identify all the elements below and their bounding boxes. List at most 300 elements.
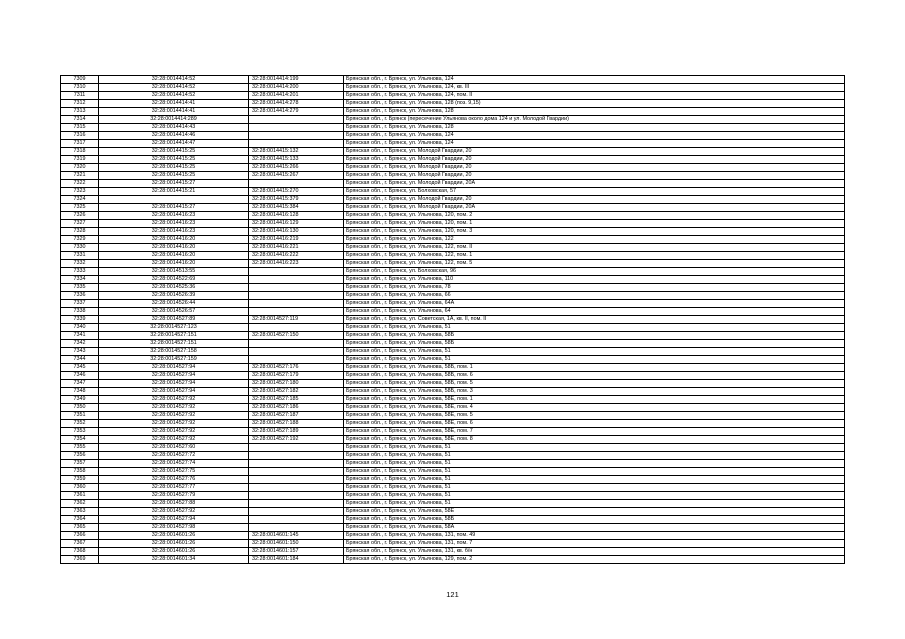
- row-number-cell: 7357: [61, 460, 99, 468]
- table-row: [61, 228, 845, 236]
- object-number-cell: [249, 180, 344, 188]
- table-row: [61, 556, 845, 564]
- table-row: [61, 388, 845, 396]
- object-number-cell: [249, 292, 344, 300]
- address-cell: Брянская обл., г. Брянск, ул. Ульянова, 129, пом. 2: [344, 556, 845, 564]
- table-row: [61, 164, 845, 172]
- row-number-cell: 7351: [61, 412, 99, 420]
- row-number-cell: 7338: [61, 308, 99, 316]
- object-number-cell: 32:28:0014416:129: [249, 220, 344, 228]
- table-row: [61, 420, 845, 428]
- land-parcel-cell: 32:28:0014416:23: [99, 220, 249, 228]
- row-number-cell: 7331: [61, 252, 99, 260]
- row-number-cell: 7325: [61, 204, 99, 212]
- table-row: [61, 492, 845, 500]
- address-cell: Брянская обл., г. Брянск, ул. Ульянова, 51: [344, 468, 845, 476]
- land-parcel-cell: 32:28:0014601:34: [99, 556, 249, 564]
- table-row: [61, 180, 845, 188]
- land-parcel-cell: 32:28:0014527:92: [99, 428, 249, 436]
- row-number-cell: 7361: [61, 492, 99, 500]
- address-cell: Брянская обл., г. Брянск, ул. Молодой Гвардии, 20: [344, 148, 845, 156]
- table-row: [61, 436, 845, 444]
- address-cell: Брянская обл., г. Брянск, ул. Молодой Гвардии, 20А: [344, 204, 845, 212]
- row-number-cell: 7343: [61, 348, 99, 356]
- table-row: [61, 92, 845, 100]
- address-cell: Брянская обл., г. Брянск, ул. Ульянова, 51: [344, 484, 845, 492]
- object-number-cell: 32:28:0014527:189: [249, 428, 344, 436]
- object-number-cell: 32:28:0014415:133: [249, 156, 344, 164]
- address-cell: Брянская обл., г. Брянск, ул. Ульянова, 122, пом. 1: [344, 252, 845, 260]
- address-cell: Брянская обл., г. Брянск, ул. Молодой Гвардии, 20: [344, 196, 845, 204]
- row-number-cell: 7321: [61, 172, 99, 180]
- row-number-cell: 7312: [61, 100, 99, 108]
- table-row: [61, 188, 845, 196]
- land-parcel-cell: 32:28:0014526:44: [99, 300, 249, 308]
- table-row: [61, 540, 845, 548]
- land-parcel-cell: 32:28:0014527:151: [99, 340, 249, 348]
- address-cell: Брянская обл., г. Брянск, ул. Ульянова, 131, пом. 49: [344, 532, 845, 540]
- object-number-cell: [249, 132, 344, 140]
- object-number-cell: 32:28:0014527:188: [249, 420, 344, 428]
- object-number-cell: [249, 340, 344, 348]
- object-number-cell: 32:28:0014414:279: [249, 108, 344, 116]
- land-parcel-cell: 32:28:0014414:52: [99, 76, 249, 84]
- address-cell: Брянская обл., г. Брянск, ул. Ульянова, 58Б, пом. 1: [344, 364, 845, 372]
- object-number-cell: [249, 348, 344, 356]
- object-number-cell: [249, 284, 344, 292]
- row-number-cell: 7330: [61, 244, 99, 252]
- land-parcel-cell: 32:28:0014414:46: [99, 132, 249, 140]
- object-number-cell: 32:28:0014416:219: [249, 236, 344, 244]
- table-row: [61, 316, 845, 324]
- object-number-cell: [249, 268, 344, 276]
- table-row: [61, 76, 845, 84]
- table-row: [61, 196, 845, 204]
- land-parcel-cell: 32:28:0014415:25: [99, 156, 249, 164]
- object-number-cell: 32:28:0014414:199: [249, 76, 344, 84]
- land-parcel-cell: 32:28:0014527:92: [99, 404, 249, 412]
- object-number-cell: 32:28:0014416:223: [249, 260, 344, 268]
- row-number-cell: 7329: [61, 236, 99, 244]
- row-number-cell: 7333: [61, 268, 99, 276]
- table-row: [61, 300, 845, 308]
- row-number-cell: 7355: [61, 444, 99, 452]
- land-parcel-cell: 32:28:0014527:89: [99, 316, 249, 324]
- row-number-cell: 7315: [61, 124, 99, 132]
- address-cell: Брянская обл., г. Брянск, ул. Молодой Гвардии, 20А: [344, 180, 845, 188]
- land-parcel-cell: 32:28:0014522:69: [99, 276, 249, 284]
- object-number-cell: [249, 516, 344, 524]
- address-cell: Брянская обл., г. Брянск, ул. Ульянова, 120, пом. 3: [344, 228, 845, 236]
- land-parcel-cell: 32:28:0014416:23: [99, 212, 249, 220]
- address-cell: Брянская обл., г. Брянск, ул. Советская, 1А, кв. II, пом. II: [344, 316, 845, 324]
- land-parcel-cell: 32:28:0014415:27: [99, 204, 249, 212]
- object-number-cell: 32:28:0014527:150: [249, 332, 344, 340]
- row-number-cell: 7328: [61, 228, 99, 236]
- address-cell: Брянская обл., г. Брянск, ул. Ульянова, 51: [344, 324, 845, 332]
- object-number-cell: 32:28:0014601:184: [249, 556, 344, 564]
- land-parcel-cell: 32:28:0014527:88: [99, 500, 249, 508]
- object-number-cell: 32:28:0014414:200: [249, 84, 344, 92]
- land-parcel-cell: 32:28:0014414:43: [99, 124, 249, 132]
- row-number-cell: 7327: [61, 220, 99, 228]
- table-row: [61, 220, 845, 228]
- row-number-cell: 7350: [61, 404, 99, 412]
- row-number-cell: 7363: [61, 508, 99, 516]
- address-cell: Брянская обл., г. Брянск, ул. Ульянова, 58Е, пом. 6: [344, 420, 845, 428]
- object-number-cell: 32:28:0014415:132: [249, 148, 344, 156]
- row-number-cell: 7341: [61, 332, 99, 340]
- land-parcel-cell: 32:28:0014527:94: [99, 388, 249, 396]
- object-number-cell: [249, 500, 344, 508]
- address-cell: Брянская обл., г. Брянск, ул. Ульянова, 120, пом. 1: [344, 220, 845, 228]
- land-parcel-cell: 32:28:0014527:94: [99, 372, 249, 380]
- land-parcel-cell: [99, 196, 249, 204]
- table-row: [61, 500, 845, 508]
- table-row: [61, 268, 845, 276]
- row-number-cell: 7356: [61, 452, 99, 460]
- object-number-cell: [249, 276, 344, 284]
- address-cell: Брянская обл., г. Брянск, ул. Ульянова, 51: [344, 476, 845, 484]
- land-parcel-cell: 32:28:0014513:55: [99, 268, 249, 276]
- address-cell: Брянская обл., г. Брянск, ул. Ульянова, 128 (поз. 9,15): [344, 100, 845, 108]
- land-parcel-cell: 32:28:0014414:41: [99, 100, 249, 108]
- land-parcel-cell: 32:28:0014527:92: [99, 412, 249, 420]
- object-number-cell: [249, 356, 344, 364]
- table-row: [61, 260, 845, 268]
- address-cell: Брянская обл., г. Брянск, ул. Молодой Гвардии, 20: [344, 156, 845, 164]
- land-parcel-cell: 32:28:0014527:75: [99, 468, 249, 476]
- row-number-cell: 7346: [61, 372, 99, 380]
- row-number-cell: 7360: [61, 484, 99, 492]
- land-parcel-cell: 32:28:0014601:26: [99, 540, 249, 548]
- table-body: [61, 76, 845, 564]
- table-row: [61, 148, 845, 156]
- object-number-cell: [249, 308, 344, 316]
- table-row: [61, 484, 845, 492]
- land-parcel-cell: 32:28:0014525:36: [99, 284, 249, 292]
- row-number-cell: 7365: [61, 524, 99, 532]
- table-row: [61, 132, 845, 140]
- land-parcel-cell: 32:28:0014527:79: [99, 492, 249, 500]
- object-number-cell: [249, 140, 344, 148]
- address-cell: Брянская обл., г. Брянск, ул. Болховская, 96: [344, 268, 845, 276]
- object-number-cell: [249, 460, 344, 468]
- address-cell: Брянская обл., г. Брянск, ул. Ульянова, 58Е, пом. 4: [344, 404, 845, 412]
- table-row: [61, 412, 845, 420]
- document-page: [60, 75, 845, 564]
- object-number-cell: [249, 324, 344, 332]
- row-number-cell: 7316: [61, 132, 99, 140]
- row-number-cell: 7339: [61, 316, 99, 324]
- row-number-cell: 7344: [61, 356, 99, 364]
- object-number-cell: 32:28:0014601:157: [249, 548, 344, 556]
- land-parcel-cell: 32:28:0014416:20: [99, 244, 249, 252]
- land-parcel-cell: 32:28:0014414:47: [99, 140, 249, 148]
- object-number-cell: 32:28:0014527:186: [249, 404, 344, 412]
- address-cell: Брянская обл., г. Брянск, ул. Ульянова, 122, пом. II: [344, 244, 845, 252]
- page-number: 121: [446, 590, 459, 599]
- table-row: [61, 324, 845, 332]
- row-number-cell: 7368: [61, 548, 99, 556]
- row-number-cell: 7353: [61, 428, 99, 436]
- object-number-cell: 32:28:0014414:201: [249, 92, 344, 100]
- table-row: [61, 452, 845, 460]
- land-parcel-cell: 32:28:0014527:76: [99, 476, 249, 484]
- land-parcel-cell: 32:28:0014527:92: [99, 436, 249, 444]
- table-row: [61, 364, 845, 372]
- table-row: [61, 348, 845, 356]
- address-cell: Брянская обл., г. Брянск, ул. Ульянова, 58Б: [344, 332, 845, 340]
- object-number-cell: [249, 484, 344, 492]
- land-parcel-cell: 32:28:0014527:72: [99, 452, 249, 460]
- object-number-cell: [249, 524, 344, 532]
- row-number-cell: 7348: [61, 388, 99, 396]
- address-cell: Брянская обл., г. Брянск, ул. Ульянова, 128: [344, 108, 845, 116]
- address-cell: Брянская обл., г. Брянск, ул. Ульянова, 122, пом. 5: [344, 260, 845, 268]
- object-number-cell: [249, 124, 344, 132]
- address-cell: Брянская обл., г. Брянск, ул. Ульянова, 124: [344, 132, 845, 140]
- address-cell: Брянская обл., г. Брянск, ул. Ульянова, 51: [344, 500, 845, 508]
- object-number-cell: 32:28:0014527:179: [249, 372, 344, 380]
- land-parcel-cell: 32:28:0014527:98: [99, 524, 249, 532]
- row-number-cell: 7366: [61, 532, 99, 540]
- land-parcel-cell: 32:28:0014414:41: [99, 108, 249, 116]
- address-cell: Брянская обл., г. Брянск, ул. Молодой Гвардии, 20: [344, 172, 845, 180]
- land-parcel-cell: 32:28:0014415:25: [99, 164, 249, 172]
- row-number-cell: 7310: [61, 84, 99, 92]
- table-row: [61, 108, 845, 116]
- row-number-cell: 7369: [61, 556, 99, 564]
- land-parcel-cell: 32:28:0014527:94: [99, 380, 249, 388]
- table-row: [61, 84, 845, 92]
- table-row: [61, 100, 845, 108]
- address-cell: Брянская обл., г. Брянск, ул. Ульянова, 64А: [344, 300, 845, 308]
- land-parcel-cell: 32:28:0014527:151: [99, 332, 249, 340]
- table-row: [61, 140, 845, 148]
- object-number-cell: 32:28:0014527:119: [249, 316, 344, 324]
- object-number-cell: 32:28:0014416:222: [249, 252, 344, 260]
- land-parcel-cell: 32:28:0014527:123: [99, 324, 249, 332]
- table-row: [61, 404, 845, 412]
- table-row: [61, 236, 845, 244]
- row-number-cell: 7317: [61, 140, 99, 148]
- row-number-cell: 7322: [61, 180, 99, 188]
- address-cell: Брянская обл., г. Брянск, ул. Ульянова, 58Б: [344, 516, 845, 524]
- row-number-cell: 7342: [61, 340, 99, 348]
- row-number-cell: 7349: [61, 396, 99, 404]
- object-number-cell: [249, 492, 344, 500]
- address-cell: Брянская обл., г. Брянск, ул. Ульянова, 51: [344, 348, 845, 356]
- object-number-cell: 32:28:0014415:266: [249, 164, 344, 172]
- address-cell: Брянская обл., г. Брянск, ул. Ульянова, 58Е, пом. 5: [344, 412, 845, 420]
- land-parcel-cell: 32:28:0014527:77: [99, 484, 249, 492]
- address-cell: Брянская обл., г. Брянск, ул. Ульянова, 58Б: [344, 340, 845, 348]
- object-number-cell: 32:28:0014527:176: [249, 364, 344, 372]
- row-number-cell: 7367: [61, 540, 99, 548]
- table-row: [61, 516, 845, 524]
- object-number-cell: [249, 452, 344, 460]
- table-row: [61, 340, 845, 348]
- land-parcel-cell: 32:28:0014527:159: [99, 356, 249, 364]
- row-number-cell: 7352: [61, 420, 99, 428]
- object-number-cell: 32:28:0014527:180: [249, 380, 344, 388]
- table-row: [61, 356, 845, 364]
- table-row: [61, 476, 845, 484]
- row-number-cell: 7309: [61, 76, 99, 84]
- object-number-cell: [249, 444, 344, 452]
- address-cell: Брянская обл., г. Брянск, ул. Ульянова, 58А: [344, 524, 845, 532]
- table-row: [61, 468, 845, 476]
- object-number-cell: 32:28:0014601:145: [249, 532, 344, 540]
- address-cell: Брянская обл., г. Брянск, ул. Ульянова, 124: [344, 140, 845, 148]
- object-number-cell: 32:28:0014527:182: [249, 388, 344, 396]
- address-cell: Брянская обл., г. Брянск, ул. Ульянова, 120, пом. 2: [344, 212, 845, 220]
- address-cell: Брянская обл., г. Брянск, ул. Ульянова, 58Е: [344, 508, 845, 516]
- row-number-cell: 7358: [61, 468, 99, 476]
- row-number-cell: 7314: [61, 116, 99, 124]
- land-parcel-cell: 32:28:0014527:74: [99, 460, 249, 468]
- address-cell: Брянская обл., г. Брянск, ул. Ульянова, 110: [344, 276, 845, 284]
- address-cell: Брянская обл., г. Брянск, ул. Ульянова, 124, кв. III: [344, 84, 845, 92]
- row-number-cell: 7313: [61, 108, 99, 116]
- table-row: [61, 308, 845, 316]
- land-parcel-cell: 32:28:0014416:20: [99, 260, 249, 268]
- land-parcel-cell: 32:28:0014414:289: [99, 116, 249, 124]
- land-parcel-cell: 32:28:0014415:27: [99, 180, 249, 188]
- table-row: [61, 508, 845, 516]
- address-cell: Брянская обл., г. Брянск, ул. Ульянова, 51: [344, 356, 845, 364]
- row-number-cell: 7320: [61, 164, 99, 172]
- address-cell: Брянская обл., г. Брянск, ул. Ульянова, 66: [344, 292, 845, 300]
- land-parcel-cell: 32:28:0014416:23: [99, 228, 249, 236]
- address-cell: Брянская обл., г. Брянск, ул. Ульянова, 58Б, пом. 5: [344, 380, 845, 388]
- address-cell: Брянская обл., г. Брянск, ул. Ульянова, 51: [344, 452, 845, 460]
- object-number-cell: 32:28:0014527:192: [249, 436, 344, 444]
- land-parcel-cell: 32:28:0014601:26: [99, 532, 249, 540]
- row-number-cell: 7362: [61, 500, 99, 508]
- land-parcel-cell: 32:28:0014601:26: [99, 548, 249, 556]
- land-parcel-cell: 32:28:0014415:21: [99, 188, 249, 196]
- land-parcel-cell: 32:28:0014527:92: [99, 396, 249, 404]
- land-parcel-cell: 32:28:0014527:158: [99, 348, 249, 356]
- address-cell: Брянская обл., г. Брянск, ул. Ульянова, 51: [344, 492, 845, 500]
- object-number-cell: 32:28:0014415:270: [249, 188, 344, 196]
- object-number-cell: 32:28:0014416:130: [249, 228, 344, 236]
- object-number-cell: [249, 116, 344, 124]
- row-number-cell: 7326: [61, 212, 99, 220]
- object-number-cell: 32:28:0014415:384: [249, 204, 344, 212]
- object-number-cell: 32:28:0014414:278: [249, 100, 344, 108]
- address-cell: Брянская обл., г. Брянск, ул. Ульянова, 78: [344, 284, 845, 292]
- row-number-cell: 7311: [61, 92, 99, 100]
- table-row: [61, 276, 845, 284]
- object-number-cell: 32:28:0014415:267: [249, 172, 344, 180]
- row-number-cell: 7319: [61, 156, 99, 164]
- land-parcel-cell: 32:28:0014527:94: [99, 516, 249, 524]
- table-row: [61, 156, 845, 164]
- land-parcel-cell: 32:28:0014416:20: [99, 252, 249, 260]
- row-number-cell: 7324: [61, 196, 99, 204]
- object-number-cell: 32:28:0014415:379: [249, 196, 344, 204]
- row-number-cell: 7347: [61, 380, 99, 388]
- address-cell: Брянская обл., г. Брянск, ул. Ульянова, 58Е, пом. 1: [344, 396, 845, 404]
- land-parcel-cell: 32:28:0014416:20: [99, 236, 249, 244]
- address-cell: Брянская обл., г. Брянск, ул. Ульянова, 58Е, пом. 7: [344, 428, 845, 436]
- address-cell: Брянская обл., г. Брянск, ул. Ульянова, 128: [344, 124, 845, 132]
- table-row: [61, 172, 845, 180]
- object-number-cell: [249, 476, 344, 484]
- address-cell: Брянская обл., г. Брянск, ул. Ульянова, 124, пом. II: [344, 92, 845, 100]
- land-parcel-cell: 32:28:0014414:52: [99, 92, 249, 100]
- address-cell: Брянская обл., г. Брянск, ул. Ульянова, 58Б, пом. 3: [344, 388, 845, 396]
- object-number-cell: 32:28:0014601:150: [249, 540, 344, 548]
- address-cell: Брянская обл., г. Брянск, ул. Ульянова, 131, кв. б/н: [344, 548, 845, 556]
- row-number-cell: 7359: [61, 476, 99, 484]
- table-row: [61, 116, 845, 124]
- land-parcel-cell: 32:28:0014414:52: [99, 84, 249, 92]
- table-row: [61, 444, 845, 452]
- object-number-cell: [249, 508, 344, 516]
- row-number-cell: 7318: [61, 148, 99, 156]
- address-cell: Брянская обл., г. Брянск (пересечение Ульянова около дома 124 и ул. Молодой Гвардии): [344, 116, 845, 124]
- address-cell: Брянская обл., г. Брянск, ул. Ульянова, 51: [344, 444, 845, 452]
- row-number-cell: 7332: [61, 260, 99, 268]
- table-row: [61, 292, 845, 300]
- table-row: [61, 380, 845, 388]
- table-row: [61, 284, 845, 292]
- object-number-cell: [249, 468, 344, 476]
- land-parcel-cell: 32:28:0014526:57: [99, 308, 249, 316]
- table-row: [61, 212, 845, 220]
- address-cell: Брянская обл., г. Брянск, ул. Ульянова, 124: [344, 76, 845, 84]
- table-row: [61, 532, 845, 540]
- row-number-cell: 7345: [61, 364, 99, 372]
- land-parcel-cell: 32:28:0014527:60: [99, 444, 249, 452]
- address-cell: Брянская обл., г. Брянск, ул. Молодой Гвардии, 20: [344, 164, 845, 172]
- row-number-cell: 7334: [61, 276, 99, 284]
- table-row: [61, 460, 845, 468]
- table-row: [61, 252, 845, 260]
- row-number-cell: 7335: [61, 284, 99, 292]
- address-cell: Брянская обл., г. Брянск, ул. Ульянова, 64: [344, 308, 845, 316]
- object-number-cell: 32:28:0014527:185: [249, 396, 344, 404]
- table-row: [61, 396, 845, 404]
- address-cell: Брянская обл., г. Брянск, ул. Болховская, 57: [344, 188, 845, 196]
- table-row: [61, 428, 845, 436]
- table-row: [61, 204, 845, 212]
- land-parcel-cell: 32:28:0014415:25: [99, 148, 249, 156]
- row-number-cell: 7336: [61, 292, 99, 300]
- object-number-cell: 32:28:0014416:221: [249, 244, 344, 252]
- land-parcel-cell: 32:28:0014526:39: [99, 292, 249, 300]
- object-number-cell: 32:28:0014527:187: [249, 412, 344, 420]
- address-cell: Брянская обл., г. Брянск, ул. Ульянова, 131, пом. 7: [344, 540, 845, 548]
- table-row: [61, 124, 845, 132]
- address-cell: Брянская обл., г. Брянск, ул. Ульянова, 51: [344, 460, 845, 468]
- row-number-cell: 7354: [61, 436, 99, 444]
- address-cell: Брянская обл., г. Брянск, ул. Ульянова, 58Е, пом. 8: [344, 436, 845, 444]
- table-row: [61, 332, 845, 340]
- object-number-cell: [249, 300, 344, 308]
- address-cell: Брянская обл., г. Брянск, ул. Ульянова, 58Б, пом. 6: [344, 372, 845, 380]
- object-number-cell: 32:28:0014416:128: [249, 212, 344, 220]
- row-number-cell: 7364: [61, 516, 99, 524]
- cadastral-table: [60, 75, 845, 564]
- land-parcel-cell: 32:28:0014527:92: [99, 420, 249, 428]
- table-row: [61, 524, 845, 532]
- address-cell: Брянская обл., г. Брянск, ул. Ульянова, 122: [344, 236, 845, 244]
